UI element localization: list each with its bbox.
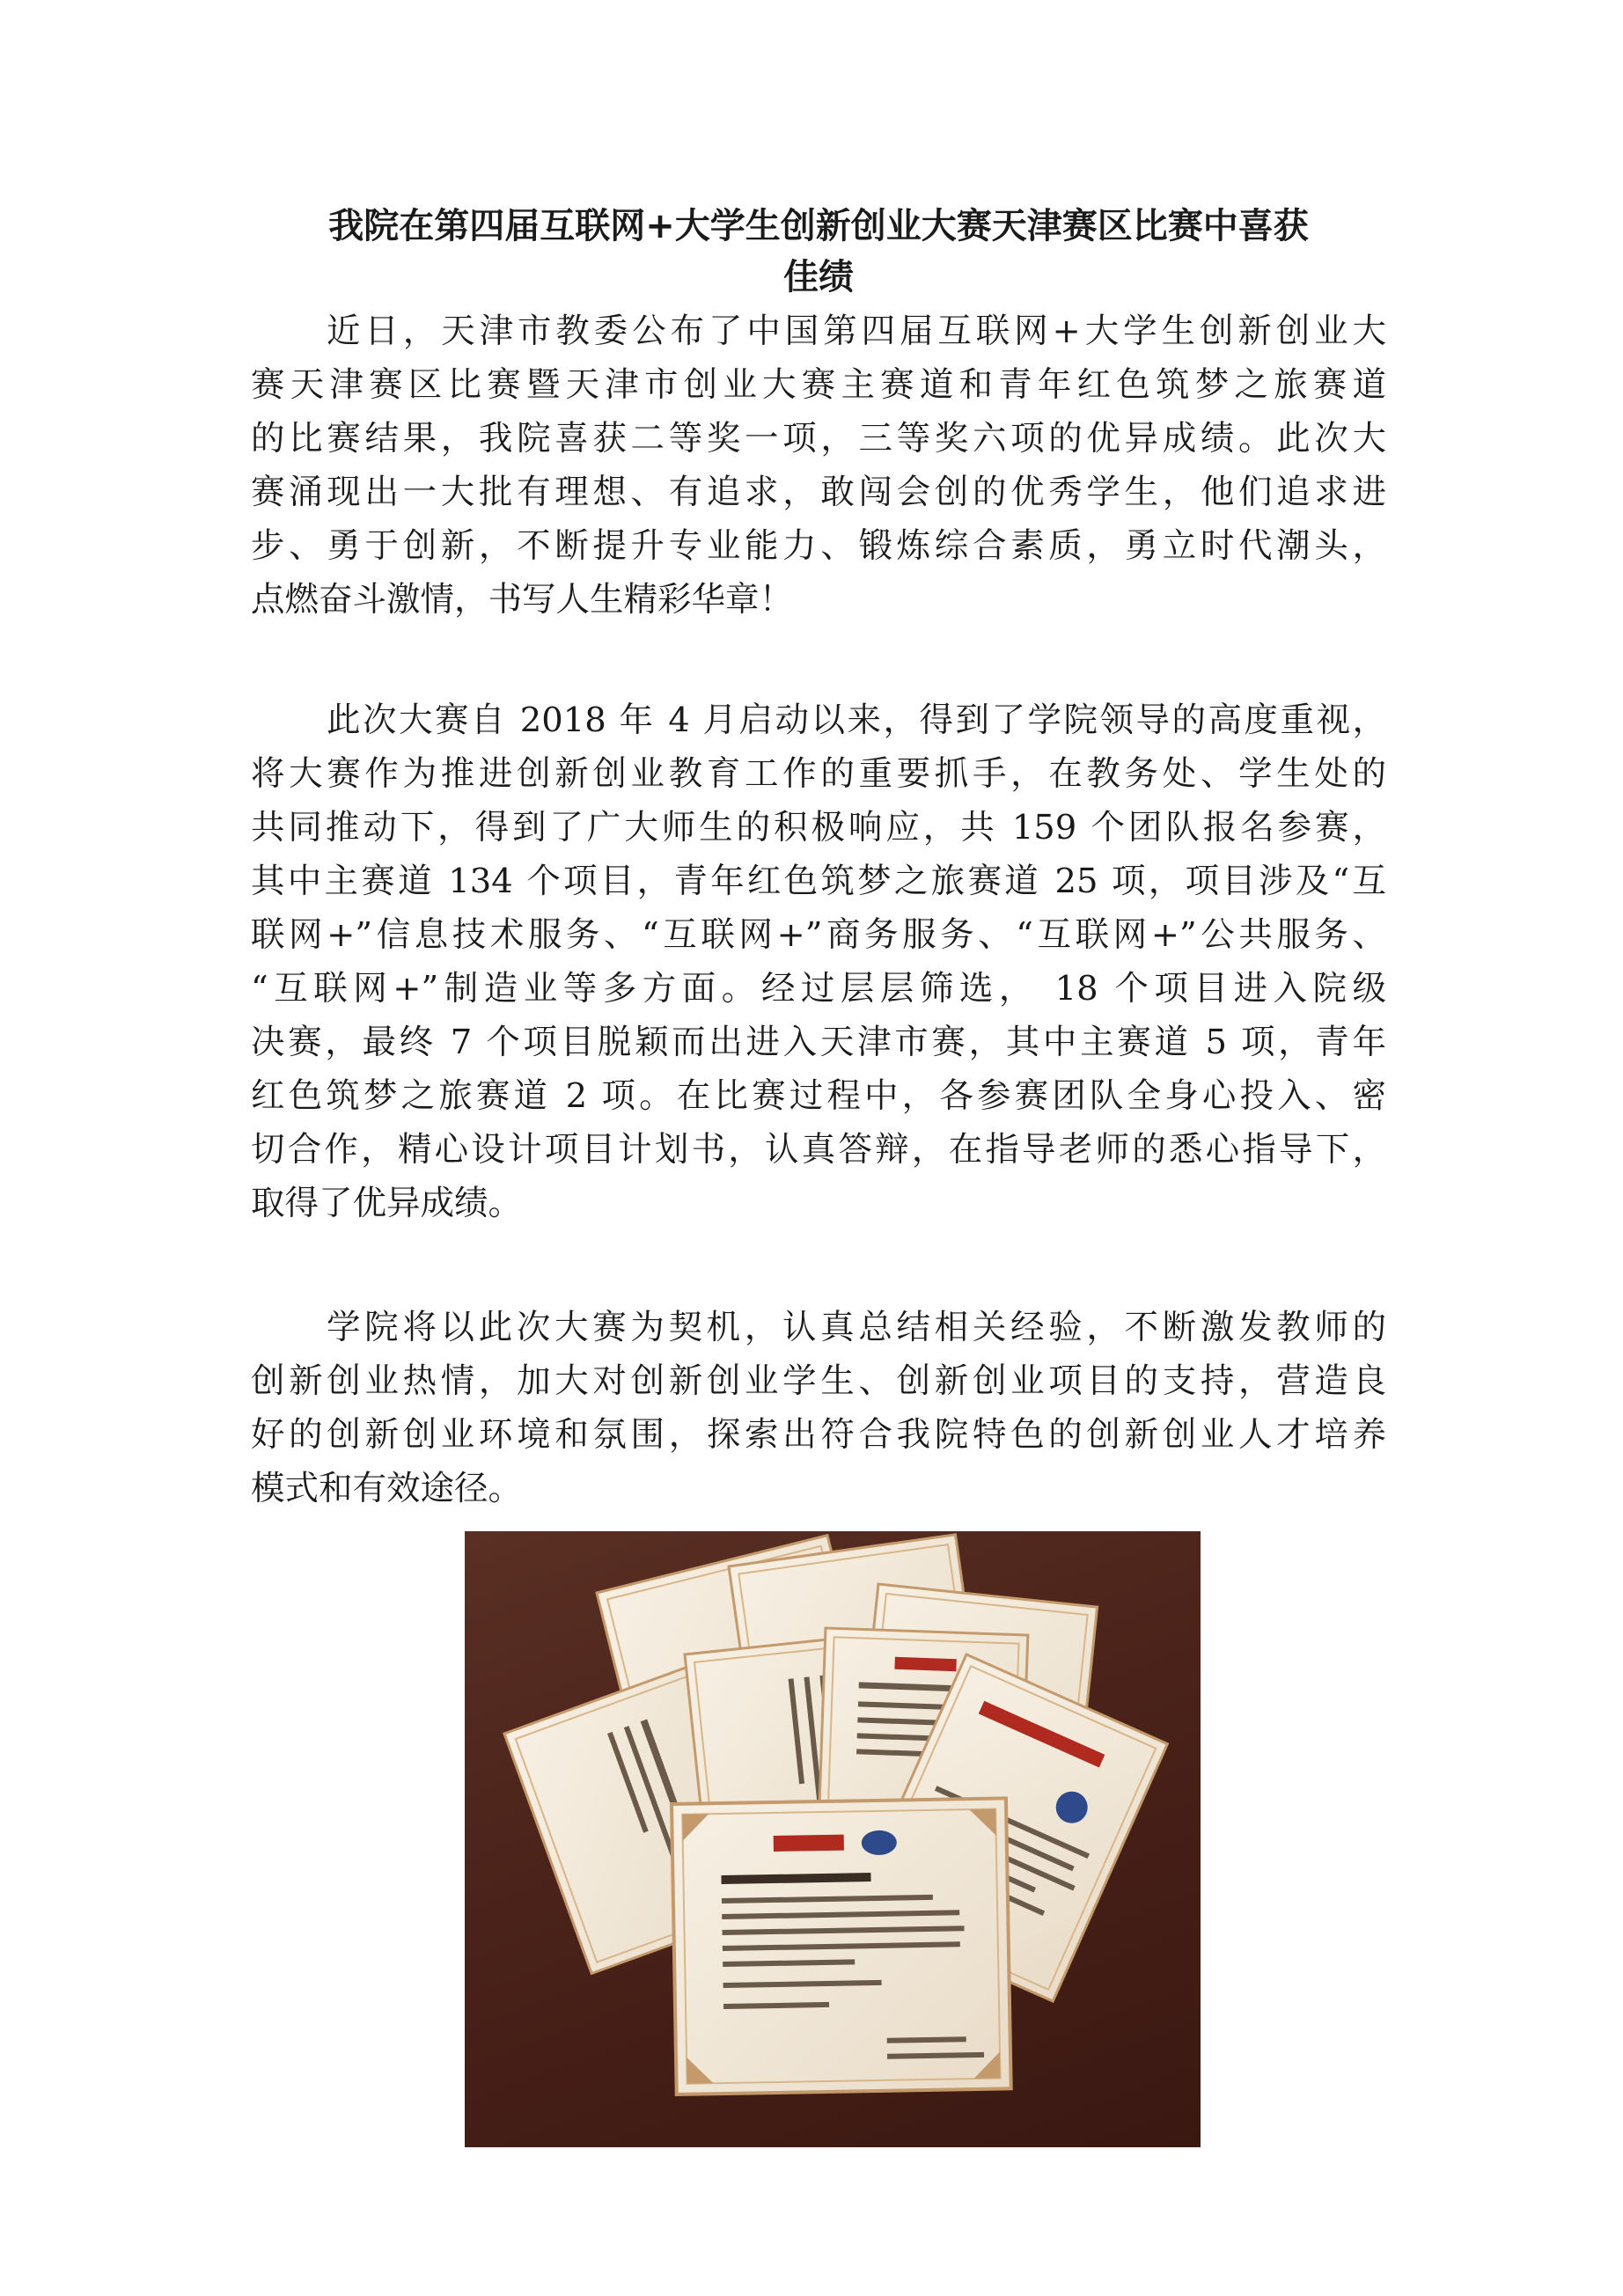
title-line-1: 我院在第四届互联网+大学生创新创业大赛天津赛区比赛中喜获 bbox=[328, 206, 1309, 246]
paragraph-line: 共同推动下，得到了广大师生的积极响应，共 159 个团队报名参赛， bbox=[251, 808, 1386, 847]
paragraph-line: 学院将以此次大赛为契机，认真总结相关经验，不断激发教师的 bbox=[327, 1308, 1386, 1347]
paragraph-line: “互联网+”制造业等多方面。经过层层筛选， 18 个项目进入院级 bbox=[251, 969, 1386, 1009]
paragraph-line: 赛涌现出一大批有理想、有追求，敢闯会创的优秀学生，他们追求进 bbox=[251, 473, 1386, 512]
title-line-2: 佳绩 bbox=[783, 257, 854, 297]
paragraph-line: 决赛，最终 7 个项目脱颖而出进入天津市赛，其中主赛道 5 项，青年 bbox=[251, 1023, 1386, 1062]
paragraph-line: 步、勇于创新，不断提升专业能力、锻炼综合素质，勇立时代潮头， bbox=[251, 526, 1386, 566]
paragraph-line: 取得了优异成绩。 bbox=[251, 1184, 523, 1223]
paragraph-line: 赛天津赛区比赛暨天津市创业大赛主赛道和青年红色筑梦之旅赛道 bbox=[251, 365, 1386, 405]
paragraph-line: 的比赛结果，我院喜获二等奖一项，三等奖六项的优异成绩。此次大 bbox=[251, 419, 1386, 458]
paragraph-line: 其中主赛道 134 个项目，青年红色筑梦之旅赛道 25 项，项目涉及“互 bbox=[251, 862, 1386, 901]
page-title bbox=[251, 201, 1386, 303]
paragraph-line: 创新创业热情，加大对创新创业学生、创新创业项目的支持，营造良 bbox=[251, 1361, 1386, 1401]
paragraph-line: 此次大赛自 2018 年 4 月启动以来，得到了学院领导的高度重视， bbox=[327, 701, 1386, 740]
paragraph-line: 点燃奋斗激情，书写人生精彩华章！ bbox=[251, 580, 794, 620]
paragraph-line: 将大赛作为推进创新创业教育工作的重要抓手，在教务处、学生处的 bbox=[251, 754, 1386, 794]
paragraph-line: 近日，天津市教委公布了中国第四届互联网+大学生创新创业大 bbox=[327, 312, 1386, 351]
paragraph-line: 联网+”信息技术服务、“互联网+”商务服务、“互联网+”公共服务、 bbox=[251, 915, 1386, 955]
paragraph-line: 好的创新创业环境和氛围，探索出符合我院特色的创新创业人才培养 bbox=[251, 1415, 1386, 1455]
paragraph-announcement bbox=[251, 304, 1386, 627]
certificate-front bbox=[672, 1798, 1011, 2094]
paragraph-competition-details bbox=[251, 693, 1386, 1230]
paragraph-line: 切合作，精心设计项目计划书，认真答辩，在指导老师的悉心指导下， bbox=[251, 1130, 1386, 1170]
award-certificates-photo bbox=[465, 1531, 1201, 2147]
paragraph-outlook bbox=[251, 1301, 1386, 1515]
paragraph-line: 模式和有效途径。 bbox=[251, 1469, 523, 1508]
paragraph-line: 红色筑梦之旅赛道 2 项。在比赛过程中，各参赛团队全身心投入、密 bbox=[251, 1076, 1386, 1116]
